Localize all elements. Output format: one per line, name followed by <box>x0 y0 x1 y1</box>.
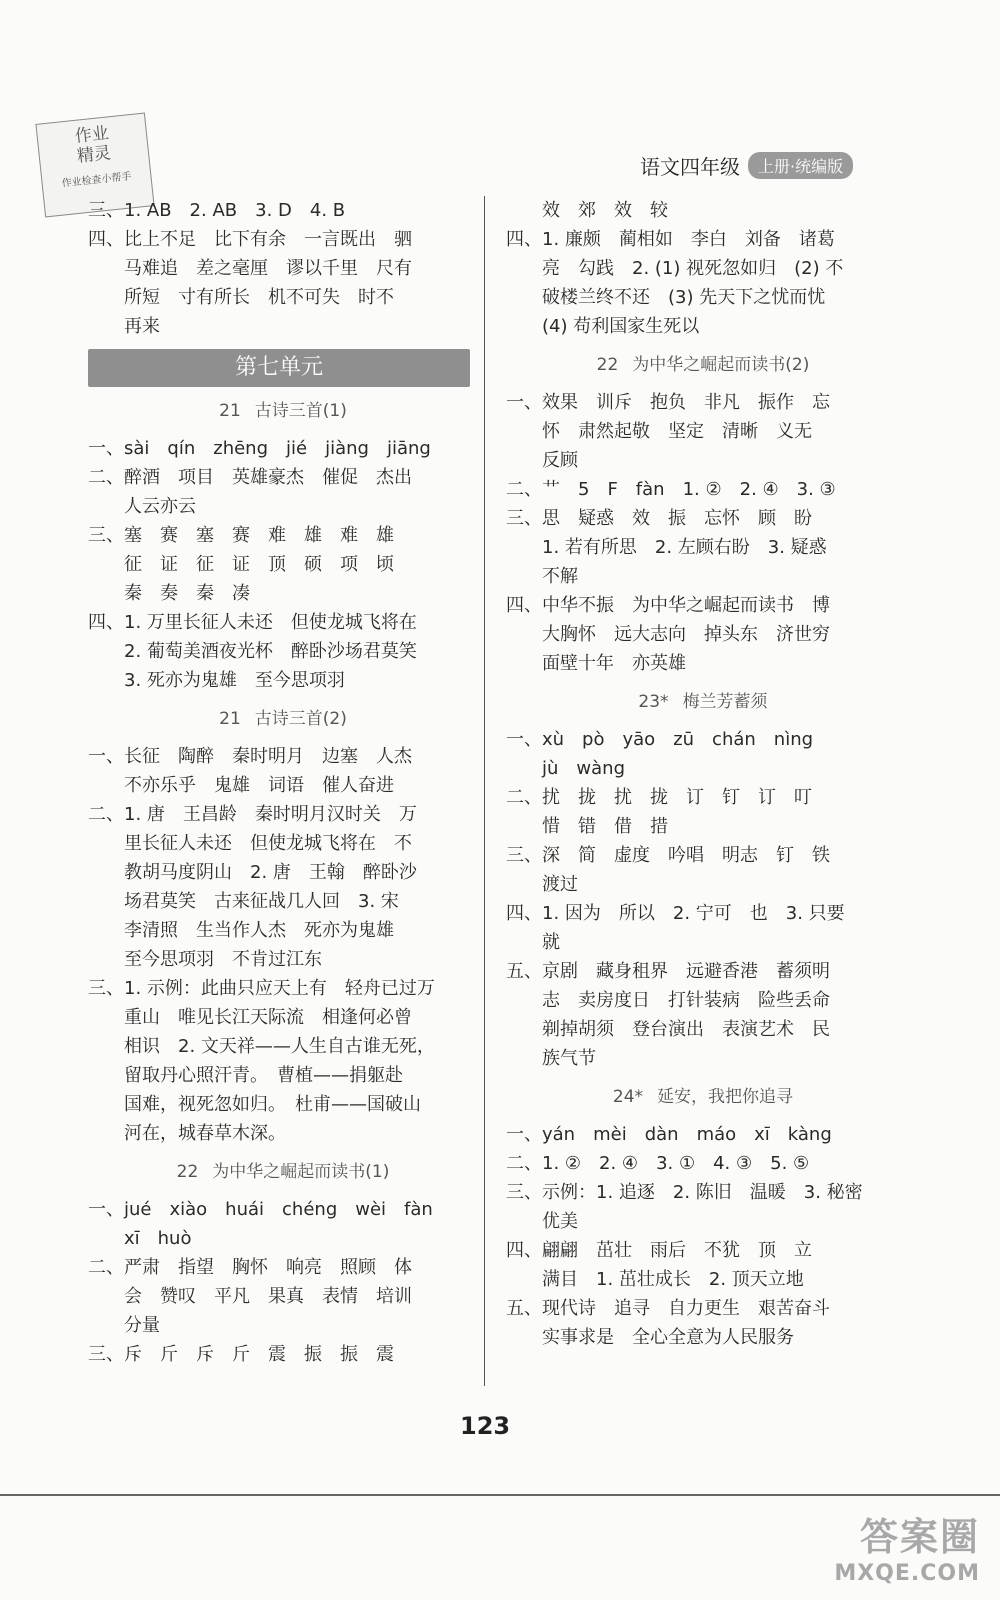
lesson-title: 古诗三首(1) <box>254 401 347 421</box>
right-column <box>506 196 900 1352</box>
answer-line: 二、1. ② 2. ④ 3. ① 4. ③ 5. ⑤ <box>506 1153 810 1174</box>
answer-line: 优美 <box>506 1211 578 1232</box>
answer-line: 剃掉胡须 登台演出 表演艺术 民 <box>506 1019 830 1040</box>
answer-line: 所短 寸有所长 机不可失 时不 <box>88 287 394 308</box>
answer-line: 不亦乐乎 鬼雄 词语 催人奋进 <box>88 775 394 796</box>
answer-line: 再来 <box>88 316 160 337</box>
lesson-title: 为中华之崛起而读书(1) <box>212 1162 390 1182</box>
answer-line: 国难，视死忽如归。 杜甫——国破山 <box>88 1094 421 1115</box>
lesson-heading <box>88 397 478 426</box>
answer-line: 马难追 差之毫厘 谬以千里 尺有 <box>88 258 412 279</box>
answer-line: 里长征人未还 但使龙城飞将在 不 <box>88 833 412 854</box>
answer-line: 四、1. 万里长征人未还 但使龙城飞将在 <box>88 612 417 633</box>
answer-line: 一、xù pò yāo zū chán nìng <box>506 729 814 750</box>
answer-line: 三、1. 示例：此曲只应天上有 轻舟已过万 <box>88 978 435 999</box>
answer-line: 破楼兰终不还 (3) 先天下之忧而忧 <box>506 287 826 308</box>
edition-badge: 上册·统编版 <box>748 152 853 179</box>
bottom-rule <box>0 1494 1000 1496</box>
lesson-number: 22 <box>176 1162 199 1182</box>
answer-line: 惜 错 借 措 <box>506 816 668 837</box>
unit-banner: 第七单元 <box>88 349 470 387</box>
answer-line: 四、1. 廉颇 蔺相如 李白 刘备 诸葛 <box>506 229 835 250</box>
lesson-heading <box>88 1158 478 1187</box>
lesson-number: 24* <box>612 1087 644 1107</box>
lesson-title: 为中华之崛起而读书(2) <box>632 355 810 375</box>
answer-line: 一、jué xiào huái chéng wèi fàn <box>88 1199 433 1220</box>
answer-line: 留取丹心照汗青。 曹植——捐躯赴 <box>88 1065 403 1086</box>
answer-line: 相识 2. 文天祥——人生自古谁无死， <box>88 1036 435 1057</box>
stamp-line2: 精灵 <box>76 143 112 167</box>
stamp-line1: 作业 <box>73 123 110 147</box>
answer-line: jù wàng <box>506 758 625 779</box>
lesson-number: 21 <box>219 401 241 421</box>
site-watermark <box>834 1506 980 1586</box>
answer-line: 怀 肃然起敬 坚定 清晰 义无 <box>506 421 812 442</box>
answer-line: 四、翩翩 茁壮 雨后 不犹 顶 立 <box>506 1240 812 1261</box>
lesson-number: 21 <box>219 709 241 729</box>
answer-line: 李清照 生当作人杰 死亦为鬼雄 <box>88 920 394 941</box>
answer-line: 一、效果 训斥 抱负 非凡 振作 忘 <box>506 392 830 413</box>
answer-line: 三、示例：1. 追逐 2. 陈旧 温暖 3. 秘密 <box>506 1182 863 1203</box>
answer-line: 三、塞 赛 塞 赛 难 雄 难 雄 <box>88 525 394 546</box>
lesson-heading <box>88 705 478 734</box>
lesson-heading <box>506 1083 900 1112</box>
lesson-heading <box>506 351 900 380</box>
lesson-heading <box>506 688 900 717</box>
answer-line: 渡过 <box>506 874 578 895</box>
answer-line: 场君莫笑 古来征战几人回 3. 宋 <box>88 891 399 912</box>
answer-line: 实事求是 全心全意为人民服务 <box>506 1327 794 1348</box>
answer-line: 人云亦云 <box>88 496 196 517</box>
lesson-number: 23* <box>638 692 669 712</box>
page-number: 123 <box>460 1412 511 1440</box>
lesson-title: 梅兰芳蓄须 <box>682 692 768 712</box>
answer-line: 三、思 疑惑 效 振 忘怀 顾 盼 <box>506 508 812 529</box>
answer-line: 三、深 简 虚度 吟唱 明志 钉 铁 <box>506 845 830 866</box>
answer-line: 亮 勾践 2. (1) 视死忽如归 (2) 不 <box>506 258 844 279</box>
answer-line: 二、严肃 指望 胸怀 响亮 照顾 体 <box>88 1257 412 1278</box>
stamp-line3: 作业检查小帮手 <box>61 171 133 190</box>
answer-line: 效 郊 效 较 <box>506 200 668 221</box>
answer-line: 河在，城春草木深。 <box>88 1123 286 1144</box>
answer-line: 三、1. AB 2. AB 3. D 4. B <box>88 200 346 221</box>
answer-line: 会 赞叹 平凡 果真 表情 培训 <box>88 1286 412 1307</box>
answer-line: 二、艹 5 F fàn 1. ② 2. ④ 3. ③ <box>506 479 836 500</box>
answer-line: 一、sài qín zhēng jié jiàng jiāng <box>88 438 431 459</box>
answer-line: 四、1. 因为 所以 2. 宁可 也 3. 只要 <box>506 903 845 924</box>
answer-line: 五、京剧 藏身租界 远避香港 蓄须明 <box>506 961 830 982</box>
lesson-title: 古诗三首(2) <box>254 709 347 729</box>
answer-line: xī huò <box>88 1228 192 1249</box>
answer-line: 四、比上不足 比下有余 一言既出 驷 <box>88 229 412 250</box>
column-divider <box>484 196 485 1386</box>
answer-line: 一、长征 陶醉 秦时明月 边塞 人杰 <box>88 746 412 767</box>
left-column <box>88 196 478 1369</box>
answer-line: 五、现代诗 追寻 自力更生 艰苦奋斗 <box>506 1298 830 1319</box>
answer-line: 2. 葡萄美酒夜光杯 醉卧沙场君莫笑 <box>88 641 417 662</box>
lesson-title: 延安，我把你追寻 <box>657 1087 794 1107</box>
answer-line: 不解 <box>506 566 578 587</box>
answer-line: 征 证 征 证 顶 硕 项 顷 <box>88 554 394 575</box>
answer-line: 秦 奏 秦 凑 <box>88 583 250 604</box>
answer-line: 一、yán mèi dàn máo xī kàng <box>506 1124 832 1145</box>
answer-line: 三、斥 斤 斥 斤 震 振 振 震 <box>88 1344 394 1365</box>
answer-line: 志 卖房度日 打针装病 险些丢命 <box>506 990 830 1011</box>
answer-line: 1. 若有所思 2. 左顾右盼 3. 疑惑 <box>506 537 827 558</box>
answer-line: 满目 1. 茁壮成长 2. 顶天立地 <box>506 1269 804 1290</box>
watermark-line1: 答案圈 <box>859 1515 980 1559</box>
answer-line: 二、扰 拢 扰 拢 订 钉 订 叮 <box>506 787 812 808</box>
answer-line: 族气节 <box>506 1048 596 1069</box>
answer-line: 面壁十年 亦英雄 <box>506 653 686 674</box>
answer-line: 反顾 <box>506 450 578 471</box>
watermark-line2: MXQE.COM <box>834 1561 980 1586</box>
answer-line: 四、中华不振 为中华之崛起而读书 博 <box>506 595 830 616</box>
lesson-number: 22 <box>596 355 619 375</box>
answer-line: 重山 唯见长江天际流 相逢何必曾 <box>88 1007 412 1028</box>
answer-line: (4) 苟利国家生死以 <box>506 316 700 337</box>
answer-line: 至今思项羽 不肯过江东 <box>88 949 322 970</box>
answer-line: 二、醉酒 项目 英雄豪杰 催促 杰出 <box>88 467 412 488</box>
answer-line: 二、1. 唐 王昌龄 秦时明月汉时关 万 <box>88 804 417 825</box>
answer-line: 教胡马度阴山 2. 唐 王翰 醉卧沙 <box>88 862 417 883</box>
book-title: 语文四年级 <box>640 154 740 179</box>
page-header <box>640 150 853 180</box>
answer-line: 大胸怀 远大志向 掉头东 济世穷 <box>506 624 830 645</box>
answer-line: 分量 <box>88 1315 160 1336</box>
answer-line: 就 <box>506 932 560 953</box>
answer-line: 3. 死亦为鬼雄 至今思项羽 <box>88 670 345 691</box>
